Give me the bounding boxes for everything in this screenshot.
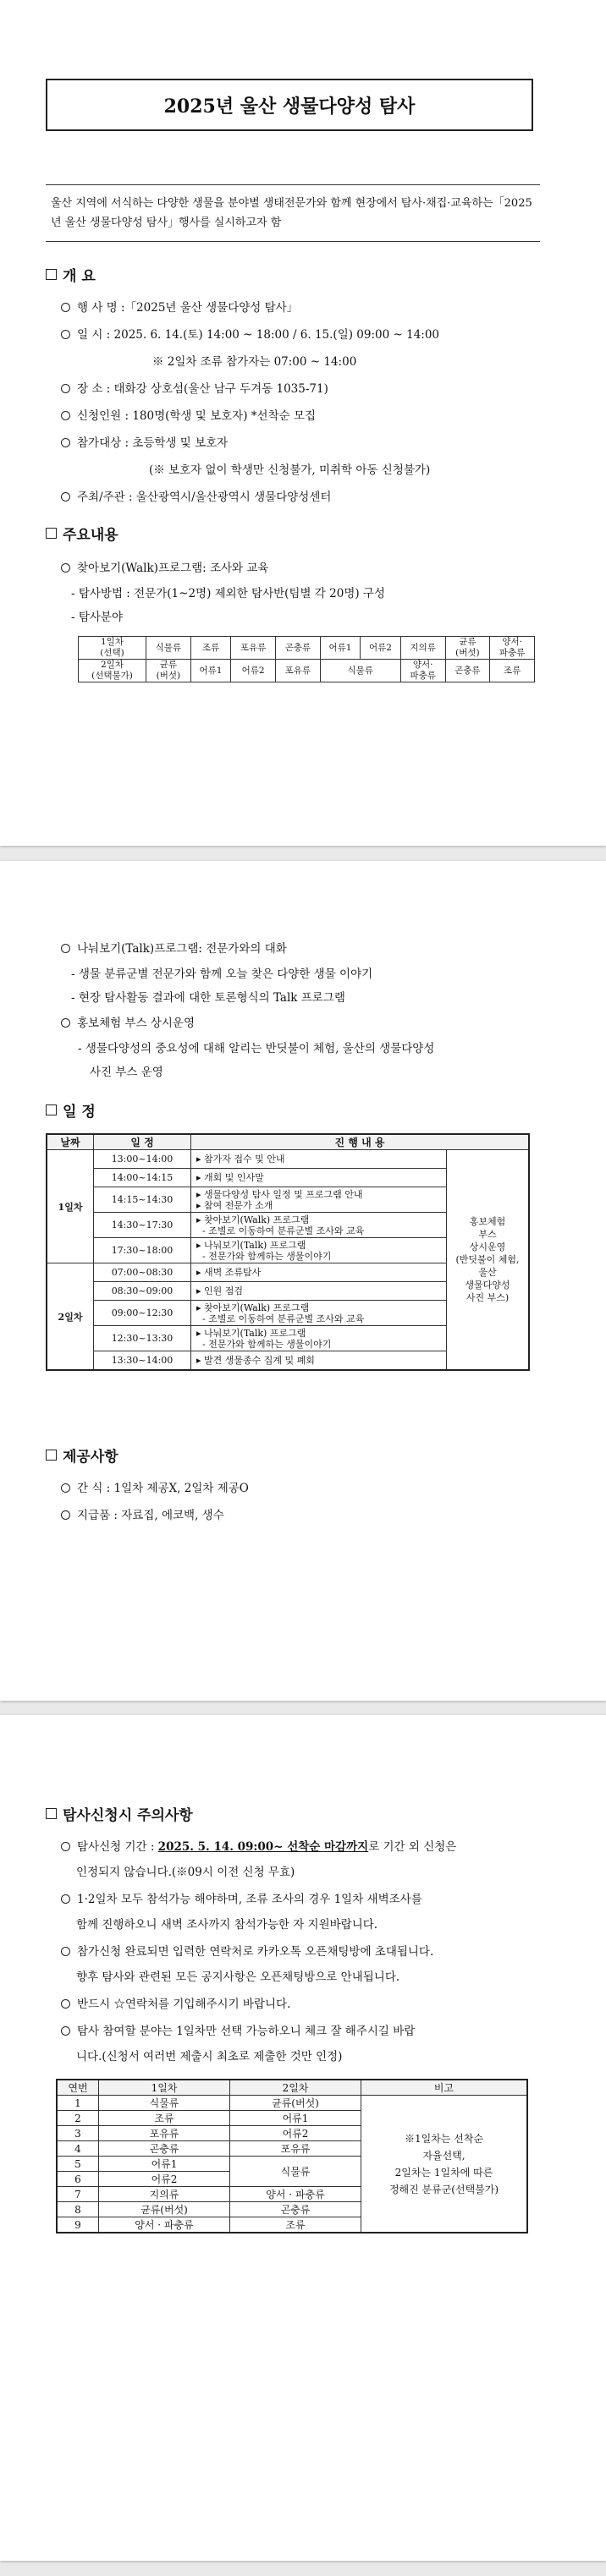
schedule-heading: 일 정: [46, 1099, 96, 1121]
table-cell: 어류1: [320, 637, 361, 660]
time-cell: 14:15~14:30: [94, 1187, 191, 1213]
circle-bullet-icon: [61, 563, 70, 573]
table-cell: 어류2: [231, 660, 276, 682]
content-cell: ▸ 나눠보기(Talk) 프로그램 - 전문가와 함께하는 생물이야기: [191, 1326, 447, 1351]
time-cell: 14:00~14:15: [94, 1169, 191, 1187]
table-cell: 1일차 (선택): [79, 637, 146, 660]
table-cell: 조류: [99, 2111, 230, 2126]
notice-item: 참가신청 완료되면 입력한 연락처로 카카오톡 오픈채팅방에 초대됩니다.: [61, 1942, 433, 1959]
time-cell: 12:30~13:30: [94, 1326, 191, 1351]
circle-bullet-icon: [61, 492, 70, 501]
overview-item: 주최/주관 : 울산광역시/울산광역시 생물다양성센터: [61, 487, 331, 504]
time-cell: 08:30~09:00: [94, 1282, 191, 1301]
time-cell: 17:30~18:00: [94, 1238, 191, 1263]
circle-bullet-icon: [61, 384, 70, 393]
day-label: 2일차: [47, 1263, 94, 1371]
overview-note: ※ 2일차 조류 참가자는 07:00 ~ 14:00: [152, 355, 357, 369]
notice-text: 인정되지 않습니다.(※09시 이전 신청 무효): [76, 1866, 295, 1879]
page-1: [0, 0, 606, 846]
table-cell: 7: [57, 2187, 99, 2202]
provide-item: 간 식 : 1일차 제공X, 2일차 제공O: [61, 1478, 249, 1495]
booth-program: 홍보체험 부스 상시운영: [61, 1013, 195, 1030]
page-title: 2025년 울산 생물다양성 탐사: [46, 79, 533, 131]
table-cell: 식물류: [230, 2157, 361, 2187]
circle-bullet-icon: [61, 1947, 70, 1956]
table-cell: 어류2: [361, 637, 401, 660]
circle-bullet-icon: [61, 1510, 70, 1520]
table-cell: 어류1: [99, 2157, 230, 2172]
overview-item: 행 사 명 :「2025년 울산 생물다양성 탐사」: [61, 298, 298, 315]
booth-detail: 사진 부스 운영: [90, 1066, 163, 1079]
intro-text: 울산 지역에 서식하는 다양한 생물을 분야별 생태전문가와 함께 현장에서 탐사·채집·교육하는「2025년 울산 생물다양성 탐사」행사를 실시하고자 함: [46, 184, 540, 242]
talk-detail: - 생물 분류군별 전문가와 함께 오늘 찾은 다양한 생물 이야기: [71, 967, 373, 981]
table-header: 날짜: [47, 1134, 94, 1150]
circle-bullet-icon: [61, 411, 70, 420]
notice-item: 탐사 참여할 분야는 1일차만 선택 가능하오니 체크 잘 해주시길 바랍: [61, 2021, 415, 2038]
table-cell: 포유류: [230, 2141, 361, 2157]
field-label: - 탐사분야: [71, 611, 124, 624]
table-cell: 식물류: [146, 637, 190, 660]
time-cell: 14:30~17:30: [94, 1213, 191, 1238]
method-text: - 탐사방법 : 전문가(1~2명) 제외한 탐사반(팀별 각 20명) 구성: [71, 587, 385, 600]
schedule-table: [46, 1133, 530, 1371]
notice-item: 탐사신청 기간 : 2025. 5. 14. 09:00~ 선착순 마감까지로 기간 외 신청은: [61, 1837, 456, 1854]
table-cell: 포유류: [231, 637, 276, 660]
table-header: 1일차: [99, 2080, 230, 2096]
side-cell: 홍보체험 부스 상시운영 (반딧불이 체험, 울산 생물다양성 사진 부스): [447, 1150, 530, 1371]
table-cell: 식물류: [320, 660, 400, 682]
overview-note: (※ 보호자 없이 학생만 신청불가, 미취학 아동 신청불가): [149, 463, 431, 477]
notice-text: 니다.(신청서 여러번 제출시 최초로 제출한 것만 인정): [76, 2050, 343, 2064]
overview-item: 신청인원 : 180명(학생 및 보호자) *선착순 모집: [61, 406, 316, 423]
note-cell: ※1일차는 선착순 자율선택, 2일차는 1일차에 따른 정해진 분류군(선택불가): [361, 2096, 528, 2233]
table-cell: 5: [57, 2157, 99, 2172]
overview-heading: 개 요: [46, 264, 96, 285]
circle-bullet-icon: [61, 2026, 70, 2036]
notice-text: 함께 진행하오니 새벽 조사까지 참석가능한 자 지원바랍니다.: [76, 1918, 378, 1932]
table-cell: 양서 · 파충류: [99, 2217, 230, 2233]
circle-bullet-icon: [61, 330, 70, 339]
square-bullet-icon: [46, 528, 57, 539]
booth-detail: - 생물다양성의 중요성에 대해 알리는 반딧불이 체험, 울산의 생물다양성: [78, 1042, 435, 1055]
table-cell: 양서 · 파충류: [230, 2187, 361, 2202]
table-cell: 4: [57, 2141, 99, 2157]
circle-bullet-icon: [61, 1018, 70, 1028]
overview-item: 장 소 : 태화강 상호섬(울산 남구 두겨동 1035-71): [61, 379, 328, 396]
content-cell: ▸ 생물다양성 탐사 일정 및 프로그램 안내 ▸ 참여 전문가 소개: [191, 1187, 447, 1213]
table-cell: 식물류: [99, 2096, 230, 2111]
table-cell: 2일차 (선택불가): [79, 660, 146, 682]
time-cell: 07:00~08:30: [94, 1263, 191, 1282]
page-3: [0, 1715, 606, 2561]
content-cell: ▸ 참가자 접수 및 안내: [191, 1150, 447, 1169]
table-cell: 지의류: [400, 637, 445, 660]
page-2: [0, 861, 606, 1701]
overview-item: 참가대상 : 초등학생 및 보호자: [61, 433, 228, 450]
content-cell: ▸ 개회 및 인사말: [191, 1169, 447, 1187]
assign-table: [56, 2079, 528, 2233]
table-cell: 1: [57, 2096, 99, 2111]
table-cell: 어류2: [230, 2126, 361, 2141]
table-cell: 곤충류: [445, 660, 490, 682]
notice-text: 향후 탐사와 관련된 모든 공지사항은 오픈채팅방으로 안내됩니다.: [76, 1970, 400, 1984]
table-cell: 9: [57, 2217, 99, 2233]
table-cell: 곤충류: [230, 2202, 361, 2217]
table-cell: 균류 (버섯): [146, 660, 190, 682]
table-header: 일 정: [94, 1134, 191, 1150]
time-cell: 13:00~14:00: [94, 1150, 191, 1169]
table-cell: 2: [57, 2111, 99, 2126]
table-cell: 8: [57, 2202, 99, 2217]
content-cell: ▸ 찾아보기(Walk) 프로그램 - 조별로 이동하여 분류군별 조사와 교육: [191, 1301, 447, 1326]
table-cell: 3: [57, 2126, 99, 2141]
content-cell: ▸ 찾아보기(Walk) 프로그램 - 조별로 이동하여 분류군별 조사와 교육: [191, 1213, 447, 1238]
notice-item: 반드시 ☆연락처를 기입해주시기 바랍니다.: [61, 1994, 290, 2011]
table-cell: 지의류: [99, 2187, 230, 2202]
square-bullet-icon: [46, 1450, 57, 1461]
circle-bullet-icon: [61, 1842, 70, 1851]
content-cell: ▸ 나눠보기(Talk) 프로그램 - 전문가와 함께하는 생물이야기: [191, 1238, 447, 1263]
table-header: 진 행 내 용: [191, 1134, 530, 1150]
square-bullet-icon: [46, 1104, 57, 1115]
notice-item: 1·2일차 모두 참석가능 해야하며, 조류 조사의 경우 1일차 새벽조사를: [61, 1889, 422, 1906]
circle-bullet-icon: [61, 944, 70, 953]
table-cell: 곤충류: [99, 2141, 230, 2157]
walk-program: 찾아보기(Walk)프로그램: 조사와 교육: [61, 558, 268, 575]
fields-table: [78, 636, 535, 682]
circle-bullet-icon: [61, 303, 70, 312]
circle-bullet-icon: [61, 438, 70, 447]
provide-item: 지급품 : 자료집, 에코백, 생수: [61, 1505, 224, 1522]
circle-bullet-icon: [61, 1894, 70, 1904]
table-cell: 조류: [490, 660, 535, 682]
time-cell: 13:30~14:00: [94, 1351, 191, 1371]
table-cell: 6: [57, 2172, 99, 2187]
table-cell: 양서· 파충류: [490, 637, 535, 660]
provide-heading: 제공사항: [46, 1444, 118, 1466]
overview-item: 일 시 : 2025. 6. 14.(토) 14:00 ~ 18:00 / 6. 15.(일) 09:00 ~ 14:00: [61, 325, 439, 342]
table-cell: 양서· 파충류: [400, 660, 445, 682]
table-cell: 조류: [190, 637, 231, 660]
table-cell: 포유류: [275, 660, 320, 682]
table-cell: 균류(버섯): [99, 2202, 230, 2217]
table-cell: 균류 (버섯): [445, 637, 490, 660]
square-bullet-icon: [46, 269, 57, 280]
content-cell: ▸ 발견 생물종수 집계 및 폐회: [191, 1351, 447, 1371]
table-cell: 조류: [230, 2217, 361, 2233]
table-cell: 곤충류: [275, 637, 320, 660]
content-cell: ▸ 인원 점검: [191, 1282, 447, 1301]
table-cell: 균류(버섯): [230, 2096, 361, 2111]
circle-bullet-icon: [61, 1483, 70, 1493]
table-header: 비고: [361, 2080, 528, 2096]
talk-program: 나눠보기(Talk)프로그램: 전문가와의 대화: [61, 939, 287, 956]
notice-heading: 탐사신청시 주의사항: [46, 1803, 193, 1824]
table-cell: 어류2: [99, 2172, 230, 2187]
time-cell: 09:00~12:30: [94, 1301, 191, 1326]
table-header: 연번: [57, 2080, 99, 2096]
table-cell: 포유류: [99, 2126, 230, 2141]
table-cell: 어류1: [230, 2111, 361, 2126]
day-label: 1일차: [47, 1150, 94, 1263]
circle-bullet-icon: [61, 1999, 70, 2009]
square-bullet-icon: [46, 1808, 57, 1819]
table-header: 2일차: [230, 2080, 361, 2096]
table-cell: 어류1: [190, 660, 231, 682]
main-heading: 주요내용: [46, 523, 118, 544]
content-cell: ▸ 새벽 조류탐사: [191, 1263, 447, 1282]
talk-detail: - 현장 탐사활동 결과에 대한 토론형식의 Talk 프로그램: [71, 991, 345, 1005]
